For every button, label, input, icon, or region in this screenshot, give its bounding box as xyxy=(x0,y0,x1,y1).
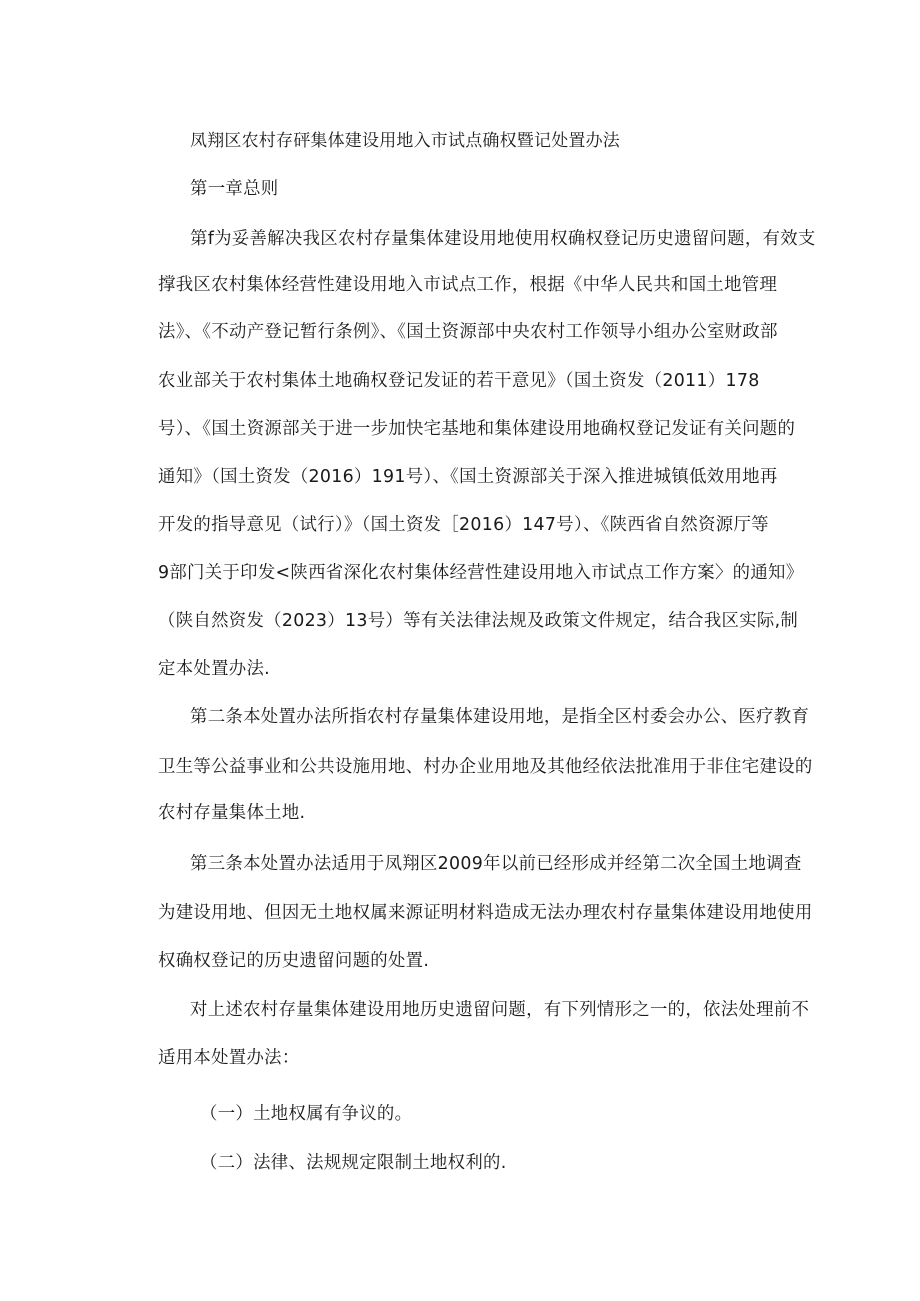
chapter-heading: 第一章总则 xyxy=(190,179,279,199)
article-1-line: 法》、《不动产登记暂行条例》、《国土资源部中央农村工作领导小组办公室财政部 xyxy=(158,322,778,342)
article-3-line: 权确权登记的历史遗留问题的处置. xyxy=(158,951,430,971)
article-1-line: （陕自然资发（2023）13号）等有关法律法规及政策文件规定，结合我区实际,制 xyxy=(158,611,799,631)
article-1-line: 9部门关于印发<陕西省深化农村集体经营性建设用地入市试点工作方案〉的通知》 xyxy=(158,563,804,583)
article-2-line: 第二条本处置办法所指农村存量集体建设用地，是指全区村委会办公、医疗教育 xyxy=(190,707,810,727)
list-item: （二）法律、法规规定限制土地权利的. xyxy=(200,1153,507,1173)
article-1-line: 定本处置办法. xyxy=(158,659,270,679)
list-item: （一）土地权属有争议的。 xyxy=(200,1104,413,1124)
article-1-line: 第f为妥善解决我区农村存量集体建设用地使用权确权登记历史遗留问题，有效支 xyxy=(190,229,816,249)
article-1-line: 通知》（国土资发（2016）191号）、《国土资源部关于深入推进城镇低效用地再 xyxy=(158,467,778,487)
exclusion-line: 适用本处置办法： xyxy=(158,1048,300,1068)
article-1-line: 撑我区农村集体经营性建设用地入市试点工作，根据《中华人民共和国土地管理 xyxy=(158,275,778,295)
article-1-line: 开发的指导意见（试行）》（国土资发［2016）147号）、《陕西省自然资源厅等 xyxy=(158,515,769,535)
document-title: 凤翔区农村存砰集体建设用地入市试点确权暨记处置办法 xyxy=(190,131,620,151)
article-1-line: 农业部关于农村集体土地确权登记发证的若干意见》（国土资发（2011）178 xyxy=(158,371,760,391)
article-3-line: 为建设用地、但因无土地权属来源证明材料造成无法办理农村存量集体建设用地使用 xyxy=(158,903,813,923)
article-2-line: 农村存量集体土地. xyxy=(158,803,306,823)
article-3-line: 第三条本处置办法适用于凤翔区2009年以前已经形成并经第二次全国土地调查 xyxy=(190,854,802,874)
article-1-line: 号）、《国土资源部关于进一步加快宅基地和集体建设用地确权登记发证有关问题的 xyxy=(158,419,796,439)
exclusion-line: 对上述农村存量集体建设用地历史遗留问题，有下列情形之一的，依法处理前不 xyxy=(190,1000,810,1020)
article-2-line: 卫生等公益事业和公共设施用地、村办企业用地及其他经依法批准用于非住宅建设的 xyxy=(158,757,813,777)
